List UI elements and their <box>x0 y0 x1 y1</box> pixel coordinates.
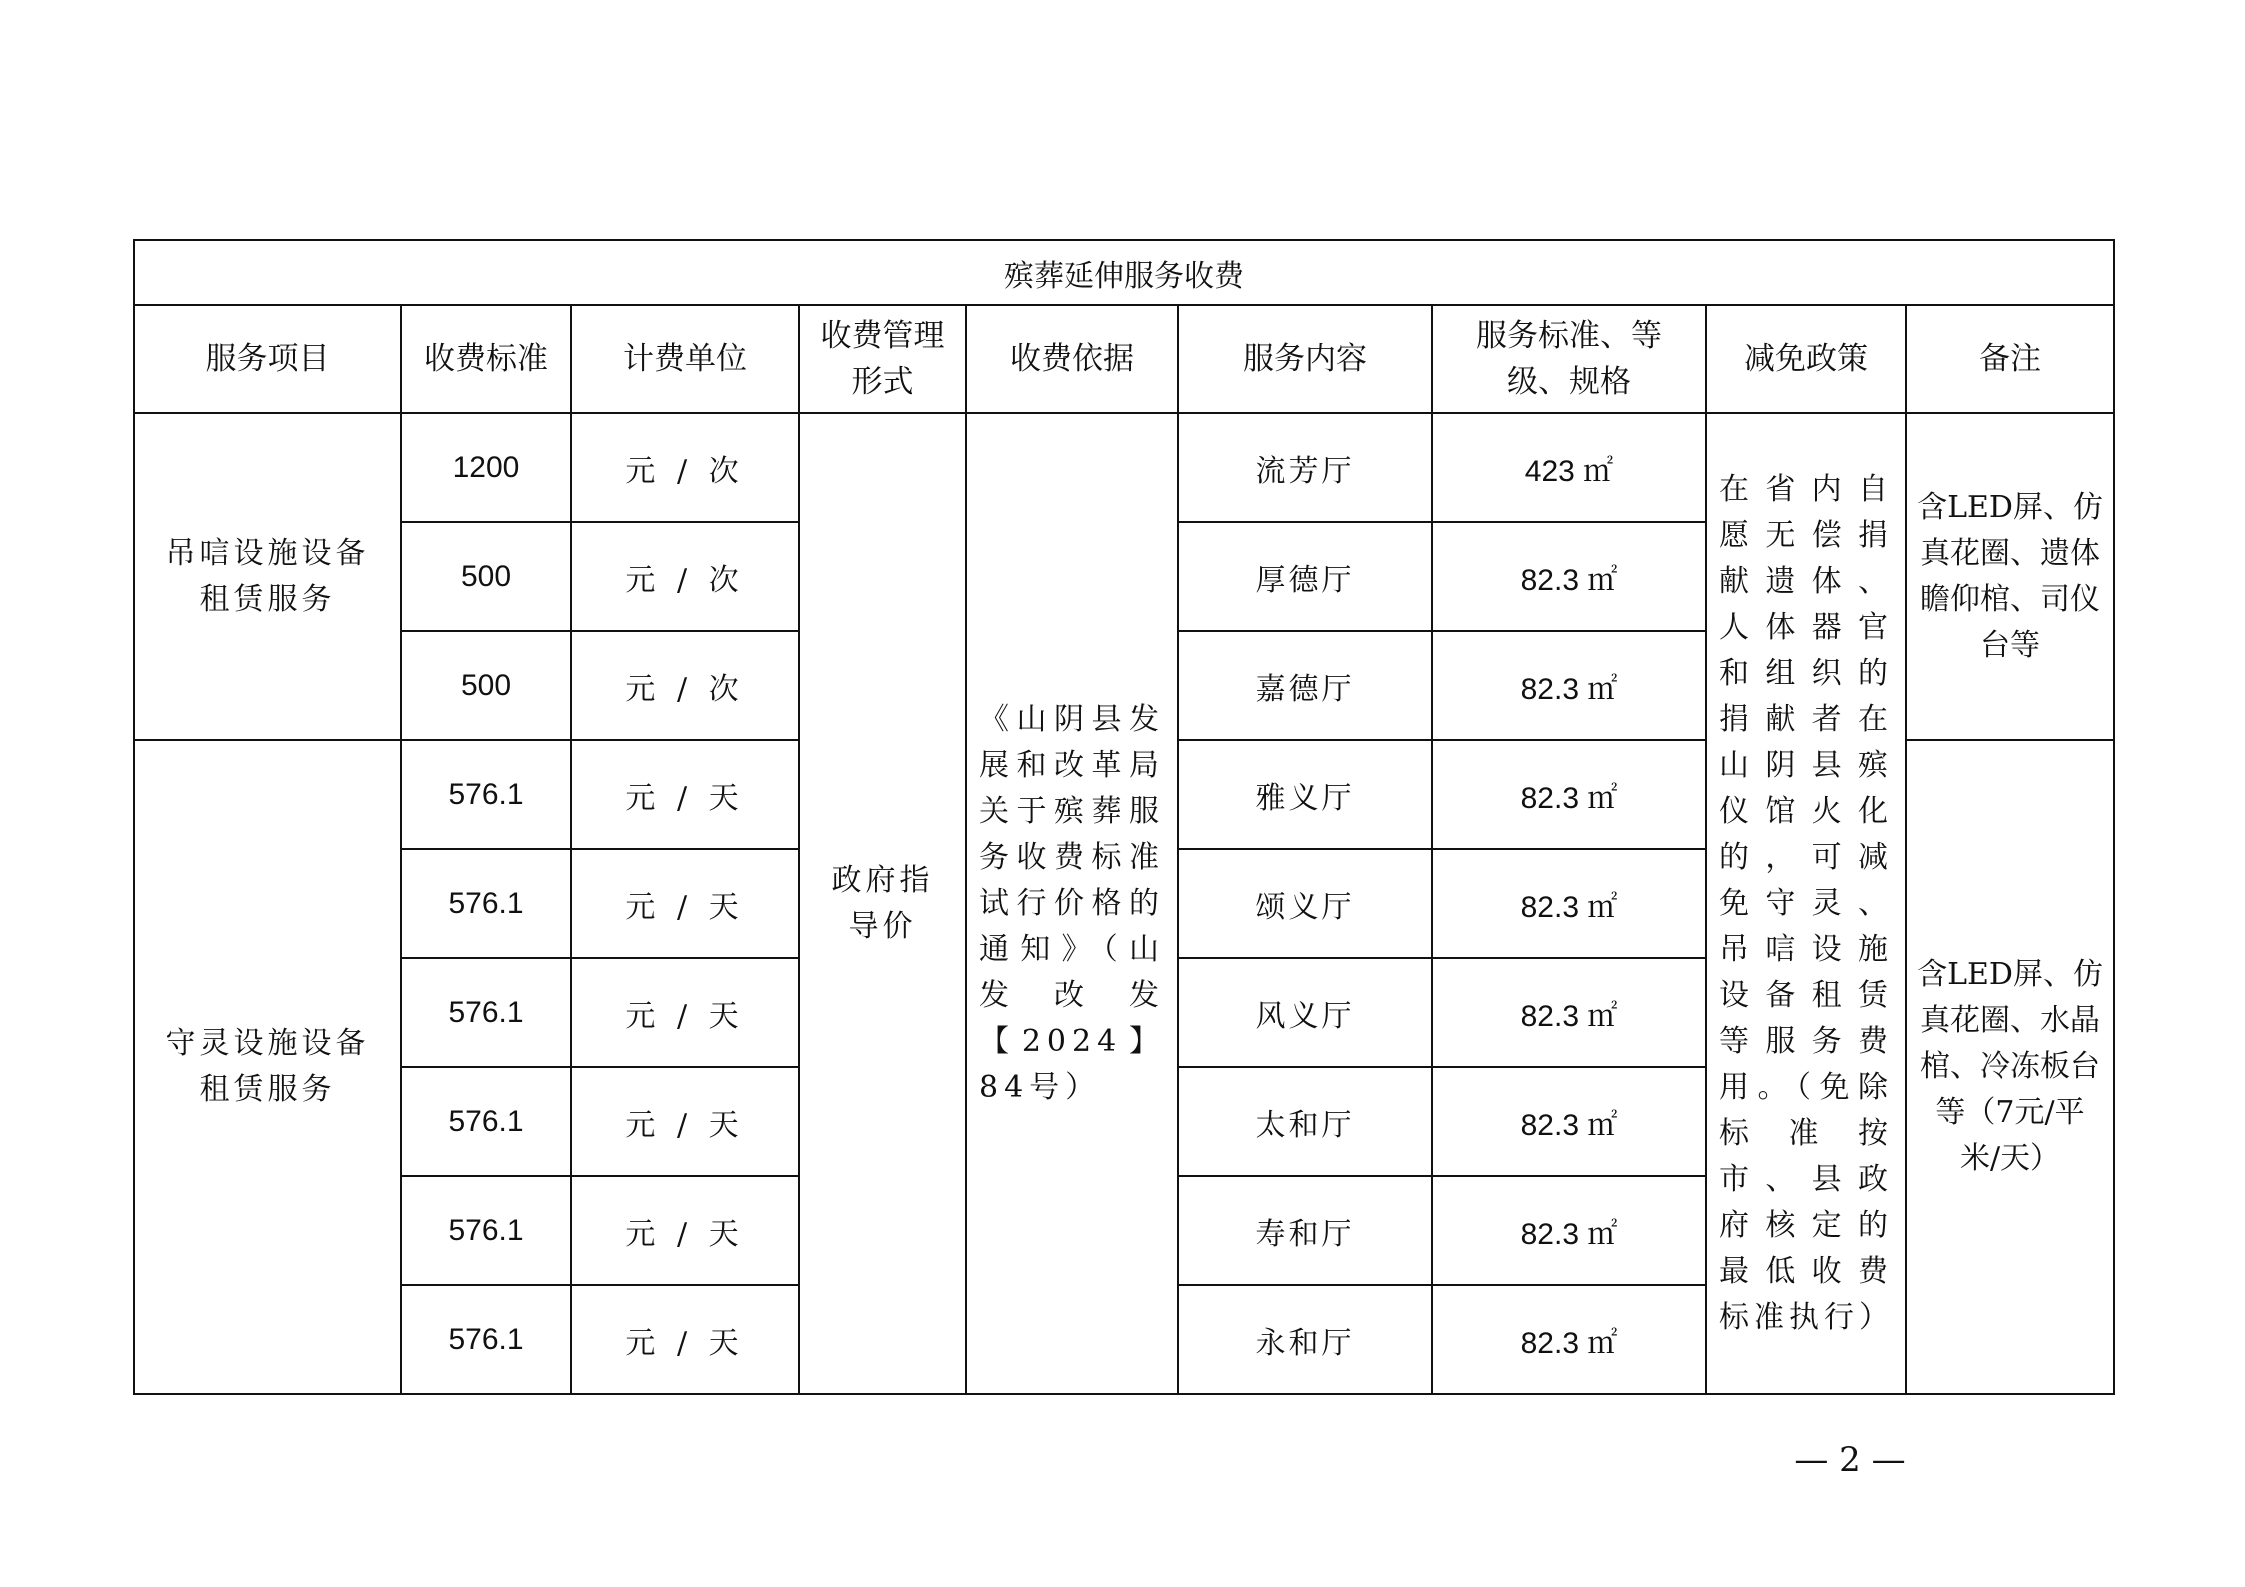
management-form-cell: 政府指导价 <box>799 413 966 1394</box>
content-cell: 永和厅 <box>1178 1285 1432 1394</box>
fee-cell: 576.1 <box>401 958 571 1067</box>
header-service-content: 服务内容 <box>1178 305 1432 413</box>
fee-cell: 1200 <box>401 413 571 522</box>
service-item-vigil: 守灵设施设备租赁服务 <box>134 740 401 1394</box>
unit-cell: 元 / 次 <box>571 522 799 631</box>
fee-cell: 576.1 <box>401 740 571 849</box>
unit-cell: 元 / 次 <box>571 413 799 522</box>
spec-cell: 82.3 ㎡ <box>1432 958 1706 1067</box>
unit-cell: 元 / 天 <box>571 1067 799 1176</box>
reduction-policy-cell: 在省内自愿无偿捐献遗体、人体器官和组织的捐献者在山阴县殡仪馆火化的，可减免守灵、吊唁设施设备租赁等服务费用。（免除标准按市、县政府核定的最低收费标准执行） <box>1706 413 1906 1394</box>
fee-basis-cell: 《山阴县发展和改革局关于殡葬服务收费标准试行价格的通知》（山发改发【2024】84号） <box>966 413 1178 1394</box>
content-cell: 太和厅 <box>1178 1067 1432 1176</box>
spec-cell: 82.3 ㎡ <box>1432 631 1706 740</box>
table-row <box>134 413 2114 522</box>
spec-cell: 82.3 ㎡ <box>1432 849 1706 958</box>
header-billing-unit: 计费单位 <box>571 305 799 413</box>
header-fee-standard: 收费标准 <box>401 305 571 413</box>
fee-table <box>133 239 2115 1395</box>
unit-cell: 元 / 天 <box>571 958 799 1067</box>
spec-cell: 82.3 ㎡ <box>1432 1067 1706 1176</box>
header-reduction-policy: 减免政策 <box>1706 305 1906 413</box>
header-fee-basis: 收费依据 <box>966 305 1178 413</box>
content-cell: 厚德厅 <box>1178 522 1432 631</box>
header-service-item: 服务项目 <box>134 305 401 413</box>
page-number: — 2 — <box>1794 1440 1906 1480</box>
unit-cell: 元 / 天 <box>571 1176 799 1285</box>
fee-cell: 576.1 <box>401 1067 571 1176</box>
remark-vigil: 含LED屏、仿真花圈、水晶棺、冷冻板台等（7元/平米/天） <box>1906 740 2114 1394</box>
unit-cell: 元 / 次 <box>571 631 799 740</box>
service-item-mourning: 吊唁设施设备租赁服务 <box>134 413 401 740</box>
spec-cell: 82.3 ㎡ <box>1432 740 1706 849</box>
table-title: 殡葬延伸服务收费 <box>134 240 2114 305</box>
spec-cell: 423 ㎡ <box>1432 413 1706 522</box>
content-cell: 流芳厅 <box>1178 413 1432 522</box>
header-service-spec: 服务标准、等级、规格 <box>1432 305 1706 413</box>
spec-cell: 82.3 ㎡ <box>1432 1285 1706 1394</box>
fee-cell: 576.1 <box>401 849 571 958</box>
content-cell: 颂义厅 <box>1178 849 1432 958</box>
content-cell: 嘉德厅 <box>1178 631 1432 740</box>
unit-cell: 元 / 天 <box>571 849 799 958</box>
fee-cell: 576.1 <box>401 1176 571 1285</box>
header-remarks: 备注 <box>1906 305 2114 413</box>
spec-cell: 82.3 ㎡ <box>1432 1176 1706 1285</box>
header-management-form: 收费管理形式 <box>799 305 966 413</box>
unit-cell: 元 / 天 <box>571 740 799 849</box>
unit-cell: 元 / 天 <box>571 1285 799 1394</box>
content-cell: 寿和厅 <box>1178 1176 1432 1285</box>
fee-cell: 576.1 <box>401 1285 571 1394</box>
spec-cell: 82.3 ㎡ <box>1432 522 1706 631</box>
fee-cell: 500 <box>401 631 571 740</box>
content-cell: 雅义厅 <box>1178 740 1432 849</box>
fee-cell: 500 <box>401 522 571 631</box>
remark-mourning: 含LED屏、仿真花圈、遗体瞻仰棺、司仪台等 <box>1906 413 2114 740</box>
content-cell: 风义厅 <box>1178 958 1432 1067</box>
